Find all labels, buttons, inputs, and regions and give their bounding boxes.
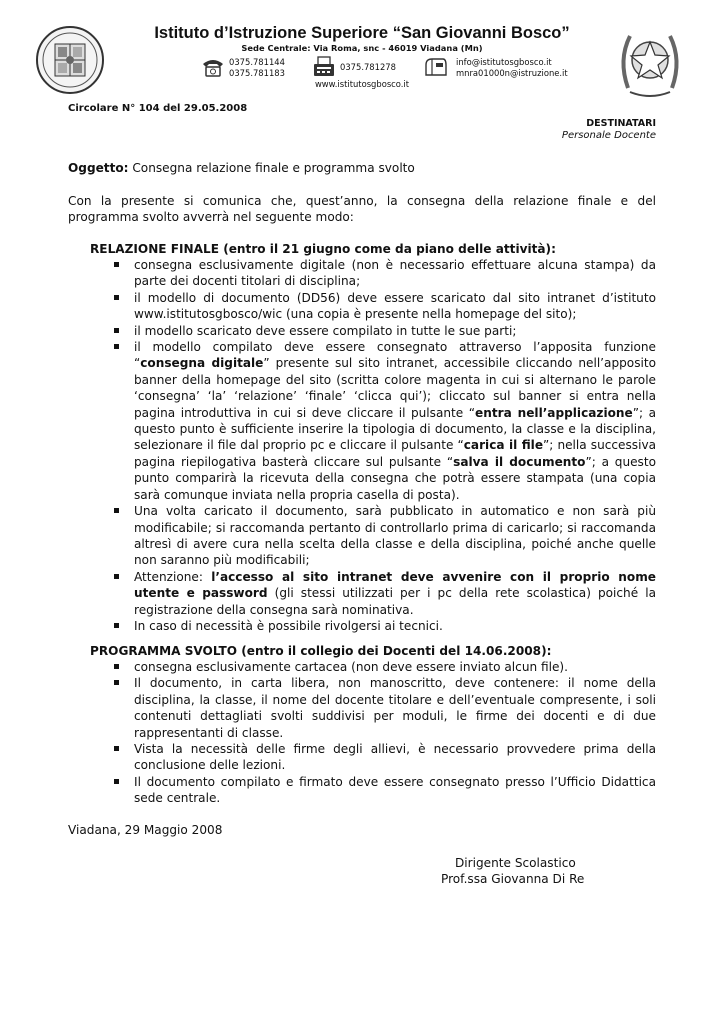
programma-heading: PROGRAMMA SVOLTO (entro il collegio dei Docenti del 14.06.2008):: [90, 644, 552, 658]
telephone-icon: [201, 56, 225, 78]
relazione-list: [114, 257, 656, 634]
recipients-heading: DESTINATARI: [586, 118, 656, 129]
bullet-icon: [114, 508, 119, 513]
signer-role: Dirigente Scolastico: [455, 856, 576, 870]
circular-number: Circolare N° 104 del 29.05.2008: [68, 103, 248, 114]
bullet-icon: [114, 623, 119, 628]
list-item: consegna esclusivamente digitale (non è necessario effettuare alcuna stampa) da parte dei docenti titolari di disciplina;: [114, 257, 656, 290]
list-item: Il documento compilato e firmato deve essere consegnato presso l’Ufficio Didattica sede centrale.: [114, 774, 656, 807]
email-address-2: mnra01000n@istruzione.it: [456, 68, 568, 78]
phone-number-2: 0375.781183: [229, 68, 285, 78]
list-item: In caso di necessità è possibile rivolgersi ai tecnici.: [114, 618, 656, 634]
list-item: il modello di documento (DD56) deve essere scaricato dal sito intranet d’istituto www.istitutosgbosco/wic (una copia è presente nella homepage del sito);: [114, 290, 656, 323]
bullet-icon: [114, 574, 119, 579]
bullet-icon: [114, 344, 119, 349]
bullet-icon: [114, 779, 119, 784]
subject-text: Consegna relazione finale e programma svolto: [128, 161, 415, 175]
bullet-icon: [114, 664, 119, 669]
bullet-icon: [114, 262, 119, 267]
bullet-icon: [114, 328, 119, 333]
programma-list: [114, 659, 656, 807]
recipients-value: Personale Docente: [561, 130, 656, 141]
school-name: Istituto d’Istruzione Superiore “San Giovanni Bosco”: [154, 24, 570, 42]
fax-icon: [312, 56, 336, 78]
bullet-icon: [114, 680, 119, 685]
mailbox-icon: [423, 56, 447, 78]
phone-number-1: 0375.781144: [229, 57, 285, 67]
signer-name: Prof.ssa Giovanna Di Re: [441, 872, 585, 886]
list-item: Il documento, in carta libera, non manoscritto, deve contenere: il nome della disciplina, la classe, il nome del docente titolare e dell’eventuale compresente, i soli contenuti dettagliati svolti suddivisi per moduli, le firme dei docenti e di due rappresentanti di classe.: [114, 675, 656, 741]
place-and-date: Viadana, 29 Maggio 2008: [68, 823, 223, 837]
list-item: Vista la necessità delle firme degli allievi, è necessario provvedere prima della conclusione delle lezioni.: [114, 741, 656, 774]
email-address-1: info@istitutosgbosco.it: [456, 57, 552, 67]
list-item: Una volta caricato il documento, sarà pubblicato in automatico e non sarà più modificabile; si raccomanda pertanto di controllarlo prima di caricarlo; si raccomanda altresì di avere cura nella scelta della classe e della disciplina, poiché anche quelle non saranno più modificabili;: [114, 503, 656, 569]
list-item: Attenzione: l’accesso al sito intranet deve avvenire con il proprio nome utente e password (gli stessi utilizzati per i pc della rete scolastica) poiché la registrazione della consegna sarà nominativa.: [114, 569, 656, 618]
list-item: il modello scaricato deve essere compilato in tutte le sue parti;: [114, 323, 656, 339]
intro-paragraph: Con la presente si comunica che, quest’anno, la consegna della relazione finale e del programma svolto avverrà nel seguente modo:: [68, 194, 656, 225]
school-address: Sede Centrale: Via Roma, snc - 46019 Viadana (Mn): [241, 43, 483, 53]
subject-label: Oggetto:: [68, 161, 129, 175]
fax-number: 0375.781278: [340, 62, 396, 72]
list-item: consegna esclusivamente cartacea (non deve essere inviato alcun file).: [114, 659, 656, 675]
list-item: il modello compilato deve essere consegnato attraverso l’apposita funzione “consegna digitale” presente sul sito intranet, accessibile cliccando nell’apposito banner della homepage del sito (scritta colore magenta in cui si alternano le parole ‘consegna’ ‘la’ ‘relazione’ ‘finale’ ‘clicca qui’); cliccato sul banner si entra nella pagina introduttiva in cui si deve cliccare il pulsante “entra nell’applicazione”; a questo punto è sufficiente inserire la tipologia di documento, la classe e la disciplina, selezionare il file dal proprio pc e cliccare il pulsante “carica il file”; nella successiva pagina riepilogativa basterà cliccare sul pulsante “salva il documento”; a questo punto comparirà la ricevuta della consegna che potrà essere stampata (una copia sarà comunque inviata nella propria casella di posta).: [114, 339, 656, 503]
bullet-icon: [114, 746, 119, 751]
relazione-heading: RELAZIONE FINALE (entro il 21 giugno come da piano delle attività):: [90, 242, 556, 256]
bullet-icon: [114, 295, 119, 300]
school-seal-icon: [34, 20, 106, 104]
subject-line: [68, 160, 656, 176]
italian-republic-emblem-icon: [614, 20, 686, 104]
website-address: www.istitutosgbosco.it: [314, 79, 410, 89]
